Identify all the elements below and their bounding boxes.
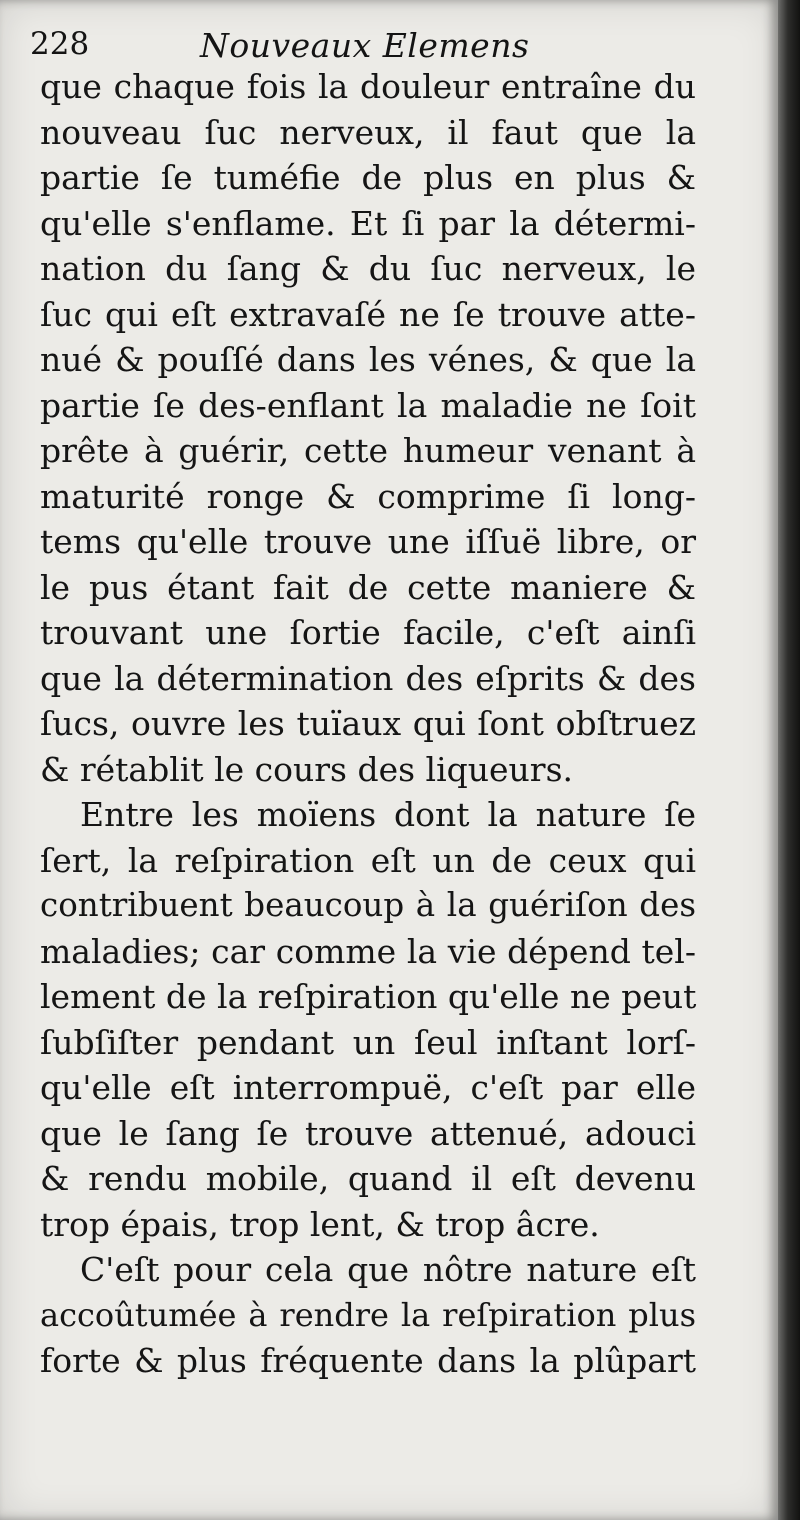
text-line: trop épais, trop lent, & trop âcre. <box>40 1204 600 1244</box>
text-line: prête à guérir, cette humeur venant à <box>40 431 696 470</box>
text-line: contribuent beaucoup à la guériſon des <box>40 886 696 924</box>
text-line: C'eſt pour cela que nôtre nature eſt <box>80 1250 696 1289</box>
text-line: qu'elle s'enflame. Et ſi par la détermi- <box>40 203 696 243</box>
running-title: Nouveaux Elemens <box>200 26 530 65</box>
text-line: & rétablit le cours des liqueurs. <box>40 749 574 789</box>
text-line: nation du ſang & du ſuc nerveux, le <box>40 249 696 288</box>
paragraph-3 <box>40 1247 696 1384</box>
paragraph-2 <box>40 792 696 1247</box>
text-line: ſucs, ouvre les tuïaux qui ſont obſtruez <box>40 704 696 743</box>
text-line: qu'elle eſt interrompuë, c'eſt par elle <box>40 1068 696 1107</box>
text-line: & rendu mobile, quand il eſt devenu <box>40 1159 696 1198</box>
text-line: ſuc qui eſt extravaſé ne ſe trouve atte- <box>40 294 696 334</box>
text-line: trouvant une ſortie facile, c'eſt ainſi <box>40 613 696 652</box>
text-line: que le ſang ſe trouve attenué, adouci <box>40 1113 696 1153</box>
page-header <box>30 20 700 68</box>
body-text <box>40 64 696 1384</box>
text-line: que chaque fois la douleur entraîne du <box>40 67 696 106</box>
text-line: partie ſe tuméfie de plus en plus & <box>40 158 696 197</box>
text-line: tems qu'elle trouve une iſſuë libre, or <box>40 522 696 561</box>
text-line: le pus étant fait de cette maniere & <box>40 567 696 607</box>
text-line: nué & pouſſé dans les vénes, & que la <box>40 340 696 379</box>
text-line: partie ſe des-enflant la maladie ne ſoit <box>40 385 696 425</box>
text-line: maladies; car comme la vie dépend tel- <box>40 931 696 971</box>
book-gutter-shadow <box>778 0 800 1520</box>
text-line: nouveau ſuc nerveux, il faut que la <box>40 112 696 152</box>
text-line: forte & plus fréquente dans la plûpart <box>40 1341 696 1380</box>
text-line: lement de la reſpiration qu'elle ne peut <box>40 977 697 1016</box>
page-number: 228 <box>30 26 90 62</box>
paragraph-1 <box>40 64 696 792</box>
text-line: accoûtumée à rendre la reſpiration plus <box>40 1295 696 1334</box>
text-line: ſubſiſter pendant un ſeul inſtant lorſ- <box>40 1022 696 1062</box>
text-line: ſert, la reſpiration eſt un de ceux qui <box>40 840 696 880</box>
text-line: que la détermination des eſprits & des <box>40 658 696 698</box>
text-line: Entre les moïens dont la nature ſe <box>80 795 696 834</box>
text-line: maturité ronge & comprime ſi long- <box>40 476 696 516</box>
